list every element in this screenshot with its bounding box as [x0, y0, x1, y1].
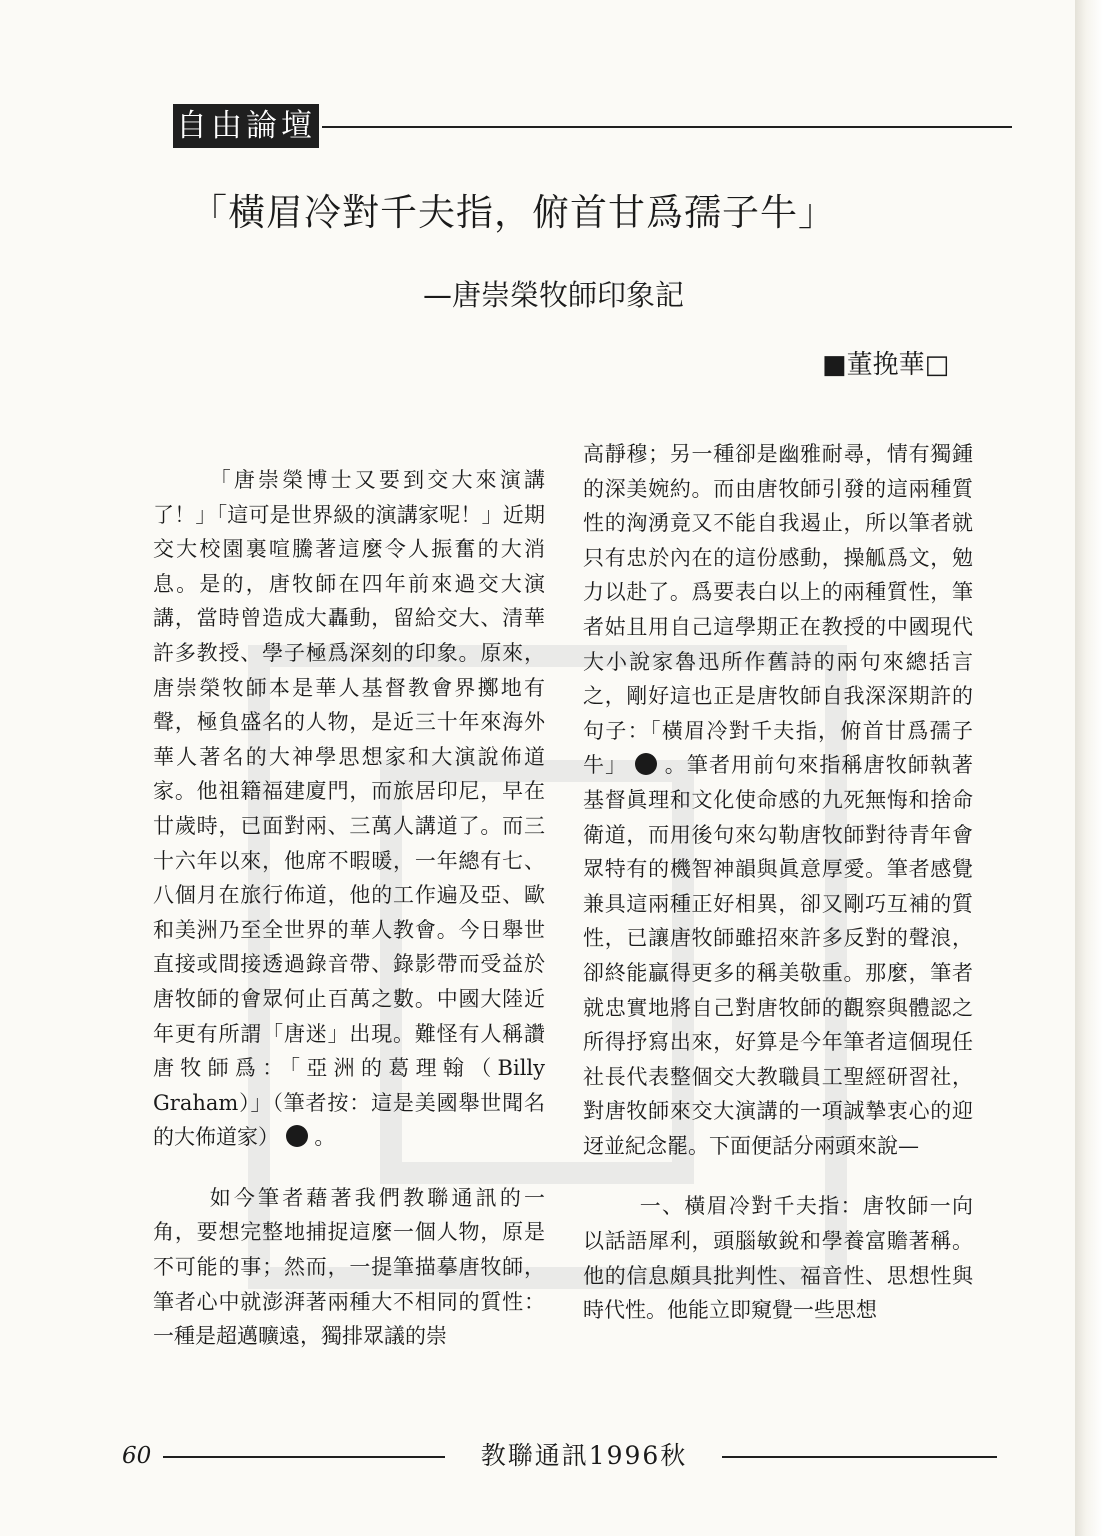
paragraph-text: 高靜穆；另一種卻是幽雅耐尋，情有獨鍾的深美婉約。而由唐牧師引發的這兩種質性的洶湧竟又不能自我遏止，所以筆者就只有忠於內在的這份感動，操觚爲文，勉力以赴了。爲要表白以上的兩種質性，筆者姑且用自己這學期正在教授的中國現代大小說家魯迅所作舊詩的兩句來總括言之，剛好這也正是唐牧師自我深深期許的句子：「橫眉冷對千夫指，俯首甘爲孺子牛」	[583, 442, 973, 778]
article-right-column	[583, 437, 973, 1328]
paragraph-text: 「唐崇榮博士又要到交大來演講了！」「這可是世界級的演講家呢！」近期交大校園裏喧騰著這麼令人振奮的大消息。是的，唐牧師在四年前來過交大演講，當時曾造成大轟動，留給交大、清華許多教授、學子極爲深刻的印象。原來，唐崇榮牧師本是華人基督教會界擲地有聲，極負盛名的人物，是近三十年來海外華人著名的大神學思想家和大演說佈道家。他祖籍福建廈門，而旅居印尼，早在廿歲時，已面對兩、三萬人講道了。而三十六年以來，他席不暇暖，一年總有七、八個月在旅行佈道，他的工作遍及亞、歐和美洲乃至全世界的華人教會。今日舉世直接或間接透過錄音帶、錄影帶而受益於唐牧師的會眾何止百萬之數。中國大陸近年更有所謂「唐迷」出現。難怪有人稱讚唐牧師爲：「亞洲的葛理翰（Billy Graham）」（筆者按：這是美國舉世聞名的大佈道家）	[153, 468, 545, 1150]
publication-name: 教聯通訊1996秋	[480, 1441, 688, 1470]
article-title: 「橫眉冷對千夫指，俯首甘爲孺子牛」	[190, 191, 836, 234]
footer-rule-right	[722, 1456, 997, 1458]
paragraph-text: 。筆者用前句來指稱唐牧師執著基督眞理和文化使命感的九死無悔和捨命衛道，而用後句來勾勒唐牧師對待青年會眾特有的機智神韻與眞意厚愛。筆者感覺兼具這兩種正好相異，卻又剛巧互補的質性，已讓唐牧師雖招來許多反對的聲浪，卻終能贏得更多的稱美敬重。那麼，筆者就忠實地將自己對唐牧師的觀察與體認之所得抒寫出來，好算是今年筆者這個現任社長代表整個交大教職員工聖經研習社，對唐牧師來交大演講的一項誠摯衷心的迎迓並紀念罷。下面便話分兩頭來說—	[583, 753, 974, 1158]
paragraph	[583, 437, 973, 1163]
paragraph-text: 。	[314, 1125, 336, 1150]
section-rule	[322, 126, 1012, 128]
section-label: 自由論壇	[173, 104, 319, 148]
footnote-marker-icon	[286, 1125, 308, 1147]
section-heading-paragraph: 一、橫眉冷對千夫指：唐牧師一向以話語犀利，頭腦敏銳和學養富贍著稱。他的信息頗具批判性、福音性、思想性與時代性。他能立即窺覺一些思想	[583, 1194, 973, 1323]
page-edge-shadow	[1075, 0, 1103, 1536]
article-subtitle: —唐崇榮牧師印象記	[423, 278, 685, 312]
paragraph: 如今筆者藉著我們教聯通訊的一角，要想完整地捕捉這麼一個人物，原是不可能的事；然而，一提筆描摹唐牧師，筆者心中就澎湃著兩種大不相同的質性：一種是超邁曠遠，獨排眾議的崇	[153, 1185, 545, 1349]
footer-rule-left	[163, 1456, 445, 1458]
author-byline: ■董挽華□	[822, 350, 950, 380]
footnote-marker-icon	[635, 753, 657, 775]
page-number: 60	[122, 1443, 152, 1469]
article-left-column	[153, 463, 545, 1354]
paragraph	[153, 463, 545, 1155]
